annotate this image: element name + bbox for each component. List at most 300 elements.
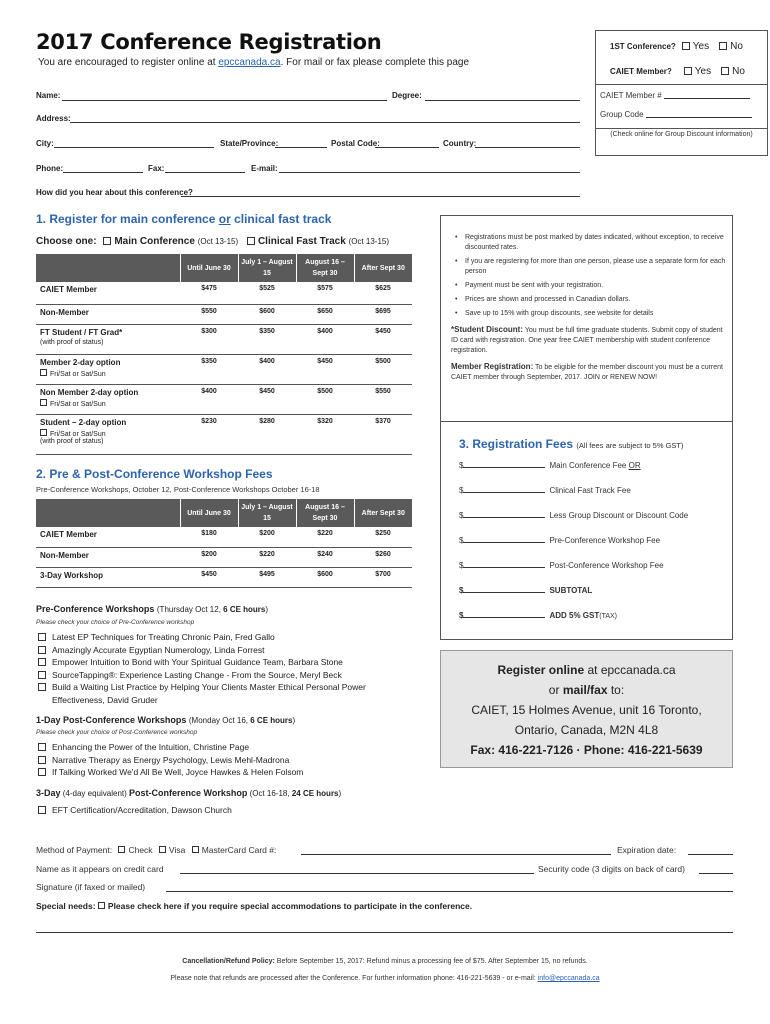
fee-value: $550 [180,304,238,324]
ce-hours: 24 CE hours [291,789,339,798]
main-conference-option [103,236,238,247]
how-heard-label: How did you hear about this conference? [36,188,193,197]
visa-option [159,845,185,855]
register-mail-fax: mail/fax [562,683,608,697]
dollar-sign: $ [459,536,464,545]
email-link[interactable]: info@epccanada.ca [537,975,600,982]
signature-label: Signature (if faxed or mailed) [36,882,146,892]
post1-note: Please check your choice of Post-Conference workshop [36,729,198,736]
refund-policy-text: Before September 15, 2017: Refund minus a processing fee of $75. After September 15, no refunds. [274,958,588,965]
divider [596,128,767,129]
fee-line-label [549,461,640,470]
date-text-end: ) [292,716,296,725]
section1-heading-or: or [218,212,231,226]
section1-heading [36,212,331,226]
fee-line-tax-note: (TAX) [599,613,618,620]
section3-heading-text: 3. Registration Fees [459,437,574,451]
row-label: 3-Day Workshop [36,567,180,587]
special-needs-checkbox[interactable] [98,902,105,909]
row-label-text: Member 2-day option [40,357,121,367]
fee-value: $575 [296,282,354,304]
mailing-address-2: Ontario, Canada, M2N 4L8 [514,723,659,737]
how-heard-field[interactable] [181,196,580,197]
fee-line-main-conference [459,459,729,484]
member-registration-label: Member Registration: [451,362,534,371]
bullet: • [455,234,458,241]
row-sublabel: Fri/Sat or Sat/Sun [50,370,106,378]
register-or: or [548,683,563,697]
fee-value: $400 [296,324,354,354]
row-label [36,354,180,384]
fee-value: $500 [354,354,412,384]
amount-field[interactable] [463,559,545,568]
expiration-field[interactable] [688,854,733,855]
check-label: Check [128,845,153,855]
fee-value: $500 [296,384,354,414]
ce-hours: 6 CE hours [223,605,266,614]
country-label: Country: [443,139,477,148]
bullet: • [455,282,458,289]
table-header-cell: Until June 30 [180,254,238,282]
check-option [118,845,152,855]
register-to: to: [607,683,625,697]
table-header-cell: July 1 – August 15 [238,254,296,282]
student-discount-note [451,325,726,356]
fee-value: $350 [180,354,238,384]
first-conference-label: 1ST Conference? [610,42,676,51]
fee-value: $200 [180,547,238,567]
amount-field[interactable] [463,609,545,618]
post1-date [189,716,295,725]
address-field[interactable] [70,122,580,123]
caiet-member-no-option [721,66,745,77]
caiet-member-number [600,91,750,100]
fee-value: $180 [180,527,238,547]
workshop-label: EFT Certification/Accreditation, Dawson Church [52,805,232,815]
main-conference-label: Main Conference [114,236,195,247]
fee-line-label: Post-Conference Workshop Fee [549,561,664,570]
register-online-label: Register online [497,663,585,677]
fast-track-option [247,236,389,247]
group-code-label: Group Code [600,110,644,119]
name-field[interactable] [62,100,387,101]
fee-value: $600 [296,567,354,587]
row-sublabel: Fri/Sat or Sat/Sun [50,430,106,438]
main-conference-fee-table [36,254,412,455]
post3-date [247,789,341,798]
date-text-end: ) [338,789,342,798]
fee-line-label: Clinical Fast Track Fee [549,486,631,495]
fast-track-label: Clinical Fast Track [257,236,346,247]
amount-field[interactable] [463,584,545,593]
pre-conference-list [38,631,398,706]
address-label: Address: [36,114,71,123]
fee-value: $475 [180,282,238,304]
degree-field[interactable] [425,100,580,101]
divider [441,421,732,422]
table-row [36,414,412,454]
fee-value: $400 [238,354,296,384]
list-item [38,631,398,644]
caiet-member-yes-checkbox[interactable] [684,67,692,75]
fee-value: $350 [238,324,296,354]
first-conference-row [610,41,743,52]
subtitle-text: You are encouraged to register online at [38,57,219,68]
table-header-cell: August 16 – Sept 30 [296,499,354,527]
pre-conference-note: Please check your choice of Pre-Conference workshop [36,619,195,626]
workshop-checkbox[interactable] [38,768,46,776]
list-item [451,257,726,277]
pre-conference-title: Pre-Conference Workshops [36,604,155,614]
post1-title: 1-Day Post-Conference Workshops [36,715,187,725]
security-code-field[interactable] [699,873,733,874]
amount-field[interactable] [463,459,545,468]
workshop-checkbox[interactable] [38,671,46,679]
row-sublabel: (with proof of status) [40,338,104,346]
row-label: Non-Member [36,304,180,324]
fee-line-gst [459,609,729,634]
member-registration-text: To be eligible for the member discount you must be a current CAIET member through September, 2017. JOIN or RENEW NOW! [451,364,723,381]
workshop-checkbox[interactable] [38,806,46,814]
section3-heading-note: (All fees are subject to 5% GST) [576,441,684,450]
fee-value: $450 [296,354,354,384]
dollar-sign: $ [459,511,464,520]
table-row [36,547,412,567]
fee-value: $450 [238,384,296,414]
special-needs-text: Please check here if you require special accommodations to participate in the conference. [107,901,473,911]
list-item [38,681,398,706]
row-options [40,429,178,438]
fee-value: $370 [354,414,412,454]
caiet-member-number-field[interactable] [664,98,750,99]
ce-hours: 6 CE hours [250,716,293,725]
signature-field[interactable] [166,891,733,892]
date-text: (Thursday Oct 12, [156,605,224,614]
row-label: Non-Member [36,547,180,567]
table-header-row [36,499,412,527]
workshop-checkbox[interactable] [38,743,46,751]
group-code [600,110,752,119]
visa-label: Visa [168,845,186,855]
special-needs-field[interactable] [36,932,733,933]
caiet-member-row [610,66,745,77]
register-mail-line [441,680,732,700]
list-item [451,295,726,305]
phone-label: Phone: [36,164,64,173]
table-row [36,354,412,384]
fee-value: $695 [354,304,412,324]
first-conference-yes-option [682,41,709,52]
check-checkbox[interactable] [118,846,125,853]
pre-conference-date [157,605,268,614]
notes-and-fees-box [440,215,733,640]
list-item [451,309,726,319]
pre-conference-heading [36,604,268,614]
post3-list [38,804,398,817]
refund-policy-label: Cancellation/Refund Policy: [182,958,275,965]
dollar-sign: $ [459,561,464,570]
option-checkbox[interactable] [40,429,47,436]
workshop-checkbox[interactable] [38,756,46,764]
fee-value: $230 [180,414,238,454]
name-on-card-label: Name as it appears on credit card [36,864,164,874]
row-label-text: Non Member 2-day option [40,387,139,397]
mastercard-label: MasterCard Card #: [201,845,277,855]
main-conference-dates: (Oct 13-15) [197,237,239,246]
refund-note-text: Please note that refunds are processed after the Conference. For further information phone: 416-221-5639 - or e-mail: [170,975,538,982]
fee-line-post-workshop [459,559,729,584]
dollar-sign: $ [459,461,464,470]
workshop-label: SourceTapping®: Experience Lasting Change - From the Source, Meryl Beck [52,669,342,680]
workshop-label: Enhancing the Power of the Intuition, Christine Page [52,742,250,752]
fee-line-label: SUBTOTAL [549,586,593,595]
workshop-checkbox[interactable] [38,683,46,691]
bullet: • [455,258,458,265]
refund-note [0,975,770,982]
notes-list [451,233,726,383]
choose-one-row [36,236,389,247]
fee-value: $495 [238,567,296,587]
table-row [36,567,412,587]
membership-box [595,30,768,156]
fee-value: $320 [296,414,354,454]
note-text: Registrations must be post marked by dates indicated, without exception, to receive discounted rates. [465,234,724,251]
caiet-member-label: CAIET Member? [610,67,672,76]
fax-field[interactable] [165,172,245,173]
page-title: 2017 Conference Registration [36,30,382,54]
name-on-card-field[interactable] [180,873,534,874]
fast-track-dates: (Oct 13-15) [348,237,390,246]
workshop-checkbox[interactable] [38,658,46,666]
date-text: (Oct 16-18, [247,789,292,798]
post1-list [38,741,398,779]
post1-heading [36,715,295,725]
note-text: Prices are shown and processed in Canadian dollars. [465,296,631,303]
workshop-checkbox[interactable] [38,646,46,654]
expiration-label: Expiration date: [617,845,677,855]
fee-line-pre-workshop [459,534,729,559]
table-header-cell: After Sept 30 [354,499,412,527]
fee-line-label: Less Group Discount or Discount Code [549,511,689,520]
fee-value: $220 [238,547,296,567]
yes-label: Yes [694,66,712,77]
date-text: (Monday Oct 16, [188,716,251,725]
fee-line-fast-track [459,484,729,509]
no-label: No [730,41,743,52]
fee-value: $250 [354,527,412,547]
fee-value: $550 [354,384,412,414]
row-label [36,414,180,454]
workshop-label: Latest EP Techniques for Treating Chronic Pain, Fred Gallo [52,632,275,642]
email-field[interactable] [279,172,580,173]
row-label: CAIET Member [36,282,180,304]
fee-line-label-text: Main Conference Fee [549,461,629,470]
table-header-cell: After Sept 30 [354,254,412,282]
table-row [36,304,412,324]
mailing-address-1: CAIET, 15 Holmes Avenue, unit 16 Toronto, [471,703,702,717]
fax-phone: Fax: 416-221-7126 · Phone: 416-221-5639 [470,743,703,757]
date-text-end: ) [265,605,269,614]
fee-value: $220 [296,527,354,547]
list-item [451,281,726,291]
row-sublabel: Fri/Sat or Sat/Sun [50,400,106,408]
city-label: City: [36,139,54,148]
workshop-label: Amazingly Accurate Egyptian Numerology, Linda Forrest [52,644,265,655]
row-label [36,384,180,414]
workshop-label: Empower Intuition to Bond with Your Spiritual Guidance Team, Barbara Stone [52,657,343,667]
table-header-blank [36,254,180,282]
mastercard-option [192,845,277,855]
list-item [38,644,398,657]
group-discount-note: (Check online for Group Discount information) [610,131,753,138]
post3-heading [36,788,341,798]
fast-track-checkbox[interactable] [247,237,255,245]
list-item [38,754,398,767]
fee-value: $700 [354,567,412,587]
fee-lines [459,459,729,634]
fee-line-label: Pre-Conference Workshop Fee [549,536,661,545]
table-header-blank [36,499,180,527]
table-row [36,527,412,547]
row-label-text: FT Student / FT Grad* [40,327,123,337]
amount-field[interactable] [463,484,545,493]
member-registration-note [451,362,726,383]
row-options [40,369,178,378]
workshop-fee-table [36,499,412,588]
fee-value: $450 [354,324,412,354]
main-conference-checkbox[interactable] [103,237,111,245]
choose-one-label: Choose one: [36,236,97,247]
city-field[interactable] [54,147,214,148]
mastercard-checkbox[interactable] [192,846,199,853]
table-row [36,384,412,414]
list-item [38,656,398,669]
page-subtitle [38,57,469,68]
name-label: Name: [36,91,61,100]
yes-label: Yes [692,41,710,52]
fee-value: $200 [238,527,296,547]
row-label [36,324,180,354]
list-item [38,766,398,779]
subtitle-text-end: . For mail or fax please complete this page [280,57,470,68]
amount-field[interactable] [463,534,545,543]
note-text: Payment must be sent with your registration. [465,282,604,289]
note-text: Save up to 15% with group discounts, see website for details [465,310,654,317]
table-row [36,324,412,354]
fee-value: $450 [180,567,238,587]
dollar-sign: $ [459,486,464,495]
fee-value: $300 [180,324,238,354]
special-needs-row [36,901,472,911]
card-number-field[interactable] [301,854,611,855]
fee-line-subtotal [459,584,729,609]
list-item [451,233,726,253]
email-label: E-mail: [251,164,278,173]
option-checkbox[interactable] [40,399,47,406]
fee-value: $650 [296,304,354,324]
option-checkbox[interactable] [40,369,47,376]
row-sublabel-2: (with proof of status) [40,437,104,445]
fee-value: $240 [296,547,354,567]
fee-line-or: OR [628,461,641,470]
dollar-sign: $ [459,586,464,595]
postal-label: Postal Code: [331,139,380,148]
fee-value: $280 [238,414,296,454]
group-code-field[interactable] [646,117,752,118]
workshop-label: Narrative Therapy as Energy Psychology, Lewis Mehl-Madrona [52,754,290,765]
first-conference-no-checkbox[interactable] [719,42,727,50]
table-header-cell: Until June 30 [180,499,238,527]
note-text: If you are registering for more than one person, please use a separate form for each person [465,258,726,275]
no-label: No [732,66,745,77]
fax-label: Fax: [148,164,165,173]
table-header-row [36,254,412,282]
state-field[interactable] [275,147,327,148]
table-header-cell: July 1 – August 15 [238,499,296,527]
payment-method-label: Method of Payment: [36,845,113,855]
section2-subheading: Pre-Conference Workshops, October 12, Post-Conference Workshops October 16-18 [36,485,320,494]
post3-title-mid: (4-day equivalent) [60,789,129,798]
register-online-site: at epccanada.ca [584,663,676,677]
caiet-member-no-checkbox[interactable] [721,67,729,75]
post3-title-pre: 3-Day [36,788,61,798]
postal-field[interactable] [375,147,439,148]
country-field[interactable] [475,147,580,148]
amount-field[interactable] [463,509,545,518]
visa-checkbox[interactable] [159,846,166,853]
list-item [38,804,398,817]
caiet-member-number-label: CAIET Member # [600,91,662,100]
caiet-member-yes-option [684,66,711,77]
list-item [38,741,398,754]
fee-value: $260 [354,547,412,567]
row-label-text: Student – 2-day option [40,417,127,427]
register-info-box [440,650,733,768]
workshop-label: If Talking Worked We'd All Be Well, Joyce Hawkes & Helen Folsom [52,767,304,777]
list-item [38,669,398,682]
row-options [40,399,178,408]
refund-policy [0,958,770,965]
website-link[interactable]: epccanada.ca [218,57,281,68]
section2-heading: 2. Pre & Post-Conference Workshop Fees [36,467,273,481]
student-discount-text: You must be full time graduate students. Submit copy of student ID card with registration. One year free CAIET membership with student conference registration. [451,327,723,354]
table-row [36,282,412,304]
row-label: CAIET Member [36,527,180,547]
bullet: • [455,296,458,303]
section1-heading-text: 1. Register for main conference [36,212,219,226]
dollar-sign: $ [459,611,464,620]
phone-field[interactable] [63,172,143,173]
first-conference-yes-checkbox[interactable] [682,42,690,50]
workshop-checkbox[interactable] [38,633,46,641]
section1-heading-text-end: clinical fast track [230,212,332,226]
fee-line-discount [459,509,729,534]
register-online-line [441,660,732,680]
divider [596,84,767,85]
table-header-cell: August 16 – Sept 30 [296,254,354,282]
security-code-label: Security code (3 digits on back of card) [538,864,685,874]
state-label: State/Province: [220,139,279,148]
post3-title: Post-Conference Workshop [129,788,248,798]
fee-value: $625 [354,282,412,304]
first-conference-no-option [719,41,743,52]
section3-heading [459,437,684,451]
fee-value: $525 [238,282,296,304]
fee-value: $400 [180,384,238,414]
degree-label: Degree: [392,91,422,100]
student-discount-label: *Student Discount: [451,325,523,334]
fee-value: $600 [238,304,296,324]
